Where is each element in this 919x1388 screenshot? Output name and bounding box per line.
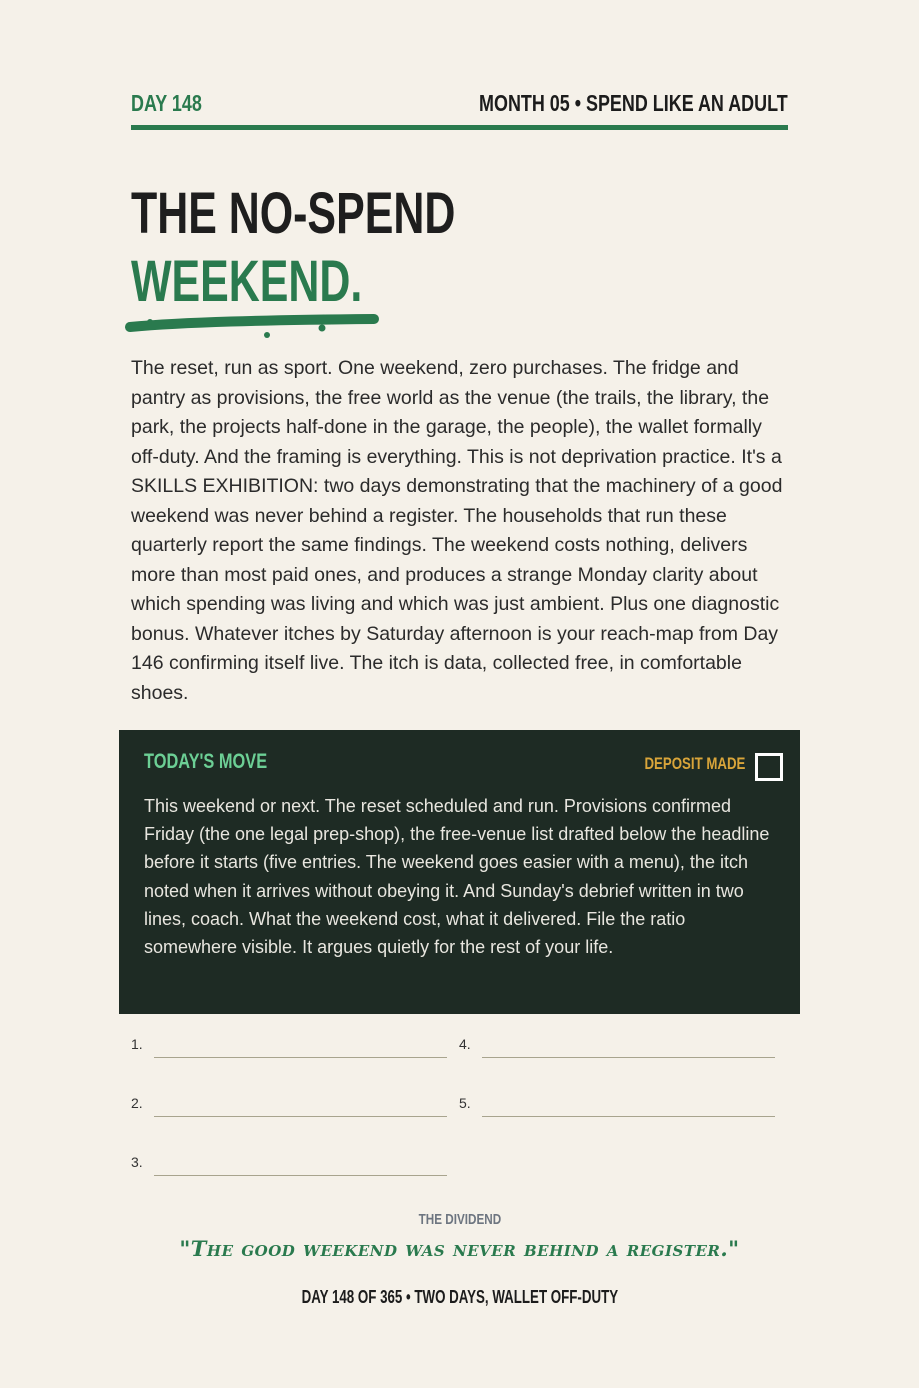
todays-move-title: TODAY'S MOVE — [144, 750, 268, 773]
page-header — [131, 88, 788, 130]
todays-move-text: This weekend or next. The reset scheduled and run. Provisions confirmed Friday (the one legal prep-shop), the free-venue list drafted below the headline before it starts (five entries. The weekend goes easier with a menu), the itch noted when it arrives without obeying it. And Sunday's debrief written in two lines, coach. What the weekend cost, what it delivered. File the ratio somewhere visible. It argues quietly for the rest of your life. — [144, 796, 770, 958]
dividend-label-text: THE DIVIDEND — [418, 1211, 501, 1228]
page-footer — [0, 1287, 919, 1308]
list-number: 5. — [459, 1095, 471, 1111]
month-label: MONTH 05 • SPEND LIKE AN ADULT — [479, 90, 788, 116]
entry-line[interactable] — [154, 1175, 447, 1176]
list-item — [459, 1091, 779, 1121]
entry-line[interactable] — [482, 1116, 775, 1117]
list-number: 3. — [131, 1154, 143, 1170]
day-label: DAY 148 — [131, 90, 202, 116]
list-number: 4. — [459, 1036, 471, 1052]
list-item — [131, 1150, 451, 1180]
title-line-2: WEEKEND. — [131, 249, 363, 314]
deposit-made-label: DEPOSIT MADE — [644, 754, 745, 773]
list-number: 1. — [131, 1036, 143, 1052]
entry-line[interactable] — [154, 1116, 447, 1117]
list-item — [131, 1032, 451, 1062]
deposit-made-checkbox[interactable] — [755, 753, 783, 781]
todays-move-panel — [119, 730, 800, 1014]
page-title — [131, 180, 455, 316]
brush-underline — [124, 310, 384, 342]
list-item — [459, 1032, 779, 1062]
entry-line[interactable] — [482, 1057, 775, 1058]
list-number: 2. — [131, 1095, 143, 1111]
dividend-label — [0, 1211, 919, 1228]
footer-text: DAY 148 OF 365 • TWO DAYS, WALLET OFF-DUTY — [301, 1287, 618, 1307]
body-paragraph: The reset, run as sport. One weekend, zero purchases. The fridge and pantry as provisions, the free world as the venue (the trails, the library, the park, the projects half-done in the garage, the people), the wallet formally off-duty. And the framing is everything. This is not deprivation practice. It's a SKILLS EXHIBITION: two days demonstrating that the machinery of a good weekend was never behind a register. The households that run these quarterly report the same findings. The weekend costs nothing, delivers more than most paid ones, and produces a strange Monday clarity about which spending was living and which was just ambient. Plus one diagnostic bonus. Whatever itches by Saturday afternoon is your reach-map from Day 146 confirming itself live. The itch is data, collected free, in comfortable shoes. — [131, 357, 783, 704]
title-line-1: THE NO-SPEND — [131, 181, 456, 246]
dividend-quote: "The good weekend was never behind a register." — [179, 1236, 740, 1261]
list-item — [131, 1091, 451, 1121]
entry-line[interactable] — [154, 1057, 447, 1058]
